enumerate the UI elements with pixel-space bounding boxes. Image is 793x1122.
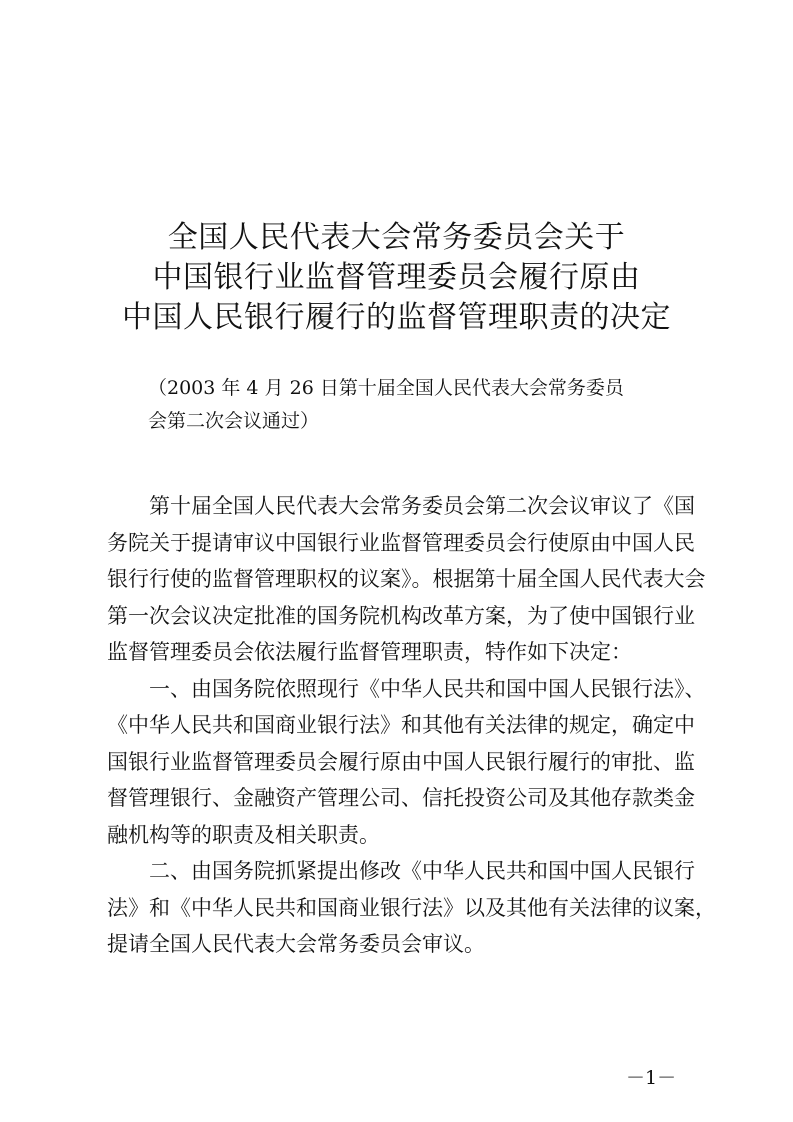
body-line-5: 监督管理委员会依法履行监督管理职责，特作如下决定：	[107, 640, 632, 664]
body-line-2: 务院关于提请审议中国银行业监督管理委员会行使原由中国人民	[107, 530, 695, 555]
body-line-10: 融机构等的职责及相关职责。	[107, 822, 380, 847]
body-line-8: 国银行业监督管理委员会履行原由中国人民银行履行的审批、监	[107, 749, 695, 774]
body-line-3: 银行行使的监督管理职权的议案》。根据第十届全国人民代表大会	[107, 567, 706, 591]
body-line-7: 《中华人民共和国商业银行法》和其他有关法律的规定，确定中	[107, 713, 695, 737]
body-line-1: 第十届全国人民代表大会常务委员会第二次会议审议了《国	[149, 494, 695, 518]
body-line-11: 二、由国务院抓紧提出修改《中华人民共和国中国人民银行	[149, 859, 695, 883]
adoption-note-line-1: （2003 年 4 月 26 日第十届全国人民代表大会常务委员	[148, 377, 624, 399]
title-line-2: 中国银行业监督管理委员会履行原由	[152, 260, 641, 295]
document-title	[0, 218, 793, 338]
body-line-9: 督管理银行、金融资产管理公司、信托投资公司及其他存款类金	[107, 786, 695, 810]
body-line-6: 一、由国务院依照现行《中华人民共和国中国人民银行法》、	[149, 676, 706, 701]
title-line-1: 全国人民代表大会常务委员会关于	[167, 220, 626, 255]
body-line-12: 法》和《中华人民共和国商业银行法》以及其他有关法律的议案，	[107, 895, 716, 920]
title-line-3: 中国人民银行履行的监督管理职责的决定	[122, 300, 671, 335]
body-line-13: 提请全国人民代表大会常务委员会审议。	[107, 932, 485, 956]
body-line-4: 第一次会议决定批准的国务院机构改革方案，为了使中国银行业	[107, 603, 695, 628]
document-body	[107, 488, 716, 963]
adoption-note	[148, 372, 668, 438]
adoption-note-line-2: 会第二次会议通过）	[148, 410, 320, 432]
page-number: －1－	[626, 1067, 677, 1089]
